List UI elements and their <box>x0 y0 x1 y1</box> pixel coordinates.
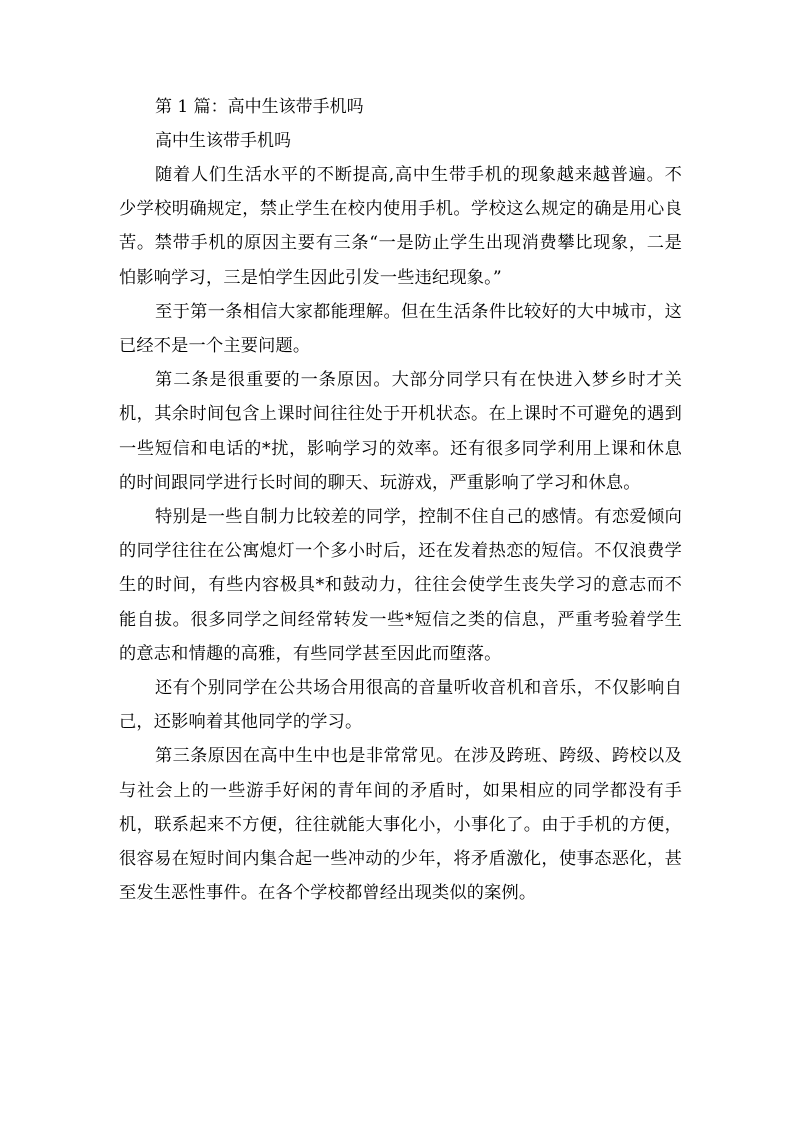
paragraph-6: 第三条原因在高中生中也是非常常见。在涉及跨班、跨级、跨校以及与社会上的一些游手好闲的青年间的矛盾时，如果相应的同学都没有手机，联系起来不方便，往往就能大事化小，小事化了。由于手机的方便，很容易在短时间内集合起一些冲动的少年，将矛盾激化，使事态恶化，甚至发生恶性事件。在各个学校都曾经出现类似的案例。 <box>119 746 682 904</box>
paragraph-5: 还有个别同学在公共场合用很高的音量听收音机和音乐，不仅影响自己，还影响着其他同学的学习。 <box>119 678 682 733</box>
article-title: 高中生该带手机吗 <box>155 131 291 151</box>
paragraph-4: 特别是一些自制力比较差的同学，控制不住自己的感情。有恋爱倾向的同学往往在公寓熄灯一个多小时后，还在发着热恋的短信。不仅浪费学生的时间，有些内容极具*和鼓动力，往往会使学生丧失学习的意志而不能自拔。很多同学之间经常转发一些*短信之类的信息，严重考验着学生的意志和情趣的高雅，有些同学甚至因此而堕落。 <box>119 507 682 664</box>
paragraph-3: 第二条是很重要的一条原因。大部分同学只有在快进入梦乡时才关机，其余时间包含上课时间往往处于开机状态。在上课时不可避免的遇到一些短信和电话的*扰，影响学习的效率。还有很多同学利用上课和休息的时间跟同学进行长时间的聊天、玩游戏，严重影响了学习和休息。 <box>119 370 682 493</box>
document-body <box>119 90 682 910</box>
paragraph-1: 随着人们生活水平的不断提高,高中生带手机的现象越来越普遍。不少学校明确规定，禁止学生在校内使用手机。学校这么规定的确是用心良苦。禁带手机的原因主要有三条“一是防止学生出现消费攀比现象，二是怕影响学习，三是怕学生因此引发一些违纪现象。” <box>119 165 682 288</box>
paragraph-2: 至于第一条相信大家都能理解。但在生活条件比较好的大中城市，这已经不是一个主要问题。 <box>119 301 682 357</box>
chapter-heading: 第 1 篇：高中生该带手机吗 <box>155 97 364 117</box>
